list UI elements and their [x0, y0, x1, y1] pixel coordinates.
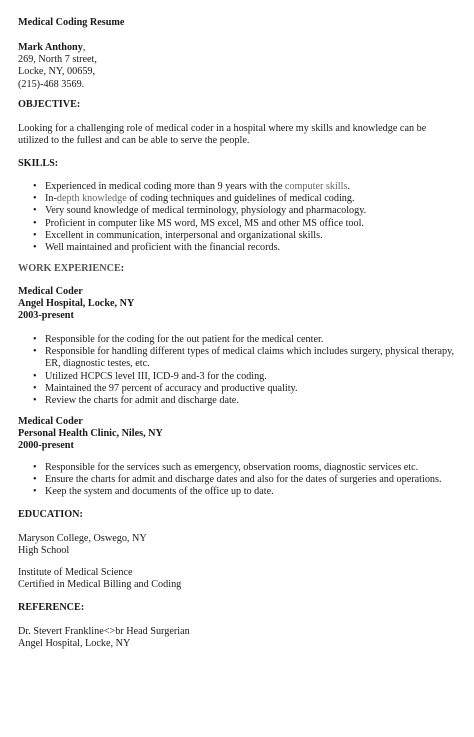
skill-item: [18, 193, 458, 205]
education-qualification: High School: [18, 545, 70, 557]
skill-link[interactable]: computer skills: [284, 181, 348, 192]
job-duties-list: [18, 334, 458, 407]
skill-text: Very sound knowledge of medical terminology, physiology and pharmacology.: [45, 205, 367, 217]
job-title: Medical Coder: [18, 286, 83, 297]
contact-address-line1: 269, North 7 street,: [18, 54, 97, 66]
job-employer: Angel Hospital, Locke, NY: [18, 298, 135, 310]
skills-heading: SKILLS:: [18, 158, 59, 169]
job-entry: [18, 416, 458, 453]
contact-name-line: [18, 42, 458, 54]
reference-block: [18, 626, 458, 650]
skill-text: Excellent in communication, interpersonal and organizational skills.: [45, 229, 323, 241]
duty-item: • Maintained the 97 percent of accuracy and productive quality.: [18, 383, 458, 395]
reference-heading: REFERENCE:: [18, 602, 85, 613]
work-heading-colon: :: [120, 263, 125, 274]
job-entry: [18, 286, 458, 323]
job-title: Medical Coder: [18, 416, 83, 427]
skill-text: Experienced in medical coding more than 9 years with the: [45, 181, 285, 192]
work-experience-heading: [18, 263, 458, 275]
duty-item: • Keep the system and documents of the office up to date.: [18, 486, 458, 498]
duty-item: • Ensure the charts for admit and discharge dates and also for the dates of surgeries and operations.: [18, 474, 458, 486]
skill-text: Proficient in computer like MS word, MS excel, MS and other MS office tool.: [45, 217, 364, 229]
job-duties-list: [18, 462, 458, 499]
work-heading-text: WORK EXPERIENCE: [18, 263, 121, 274]
job-period: 2003-present: [18, 310, 74, 322]
reference-organization: Angel Hospital, Locke, NY: [18, 638, 131, 650]
skills-list: [18, 181, 458, 254]
skill-item: [18, 181, 458, 193]
contact-block: [18, 42, 458, 91]
skill-item: [18, 230, 458, 242]
education-institution: Institute of Medical Science: [18, 567, 133, 578]
duty-item: • Review the charts for admit and discharge date.: [18, 395, 458, 407]
job-employer: Personal Health Clinic, Niles, NY: [18, 428, 163, 440]
contact-address-line2: Locke, NY, 00659,: [18, 66, 96, 78]
reference-name: Dr. Stevert Frankline<>br Head Surgerian: [18, 626, 190, 637]
education-entry: [18, 567, 458, 591]
skill-item: [18, 205, 458, 217]
contact-phone: (215)-468 3569.: [18, 78, 85, 90]
contact-name-suffix: ,: [82, 42, 86, 53]
skill-item: [18, 218, 458, 230]
skill-text-end: of coding techniques and guidelines of medical coding.: [126, 193, 355, 205]
duty-item: • Responsible for the services such as emergency, observation rooms, diagnostic services etc.: [18, 462, 458, 474]
education-entry: [18, 533, 458, 557]
education-heading: EDUCATION:: [18, 509, 83, 520]
job-period: 2000-present: [18, 440, 74, 452]
duty-item: • Responsible for handling different types of medical claims which includes surgery, physical therapy, ER, diagnostic testes, etc.: [18, 346, 458, 370]
skill-text: Well maintained and proficient with the financial records.: [45, 242, 281, 254]
skill-text: In-: [45, 193, 57, 205]
duty-item: • Utilized HCPCS level III, ICD-9 and-3 for the coding.: [18, 371, 458, 383]
objective-heading: OBJECTIVE:: [18, 99, 81, 110]
document-title: Medical Coding Resume: [18, 17, 125, 28]
skill-text-end: .: [347, 181, 350, 192]
education-institution: Maryson College, Oswego, NY: [18, 533, 147, 544]
contact-name: Mark Anthony: [18, 42, 83, 53]
duty-item: • Responsible for the coding for the out patient for the medical center.: [18, 334, 458, 346]
objective-text: Looking for a challenging role of medical coder in a hospital where my skills and knowledge can be utilized to the fullest and can be able to serve the people.: [18, 123, 427, 147]
skill-item: [18, 242, 458, 254]
skill-link[interactable]: depth knowledge: [56, 193, 127, 205]
education-qualification: Certified in Medical Billing and Coding: [18, 579, 182, 591]
